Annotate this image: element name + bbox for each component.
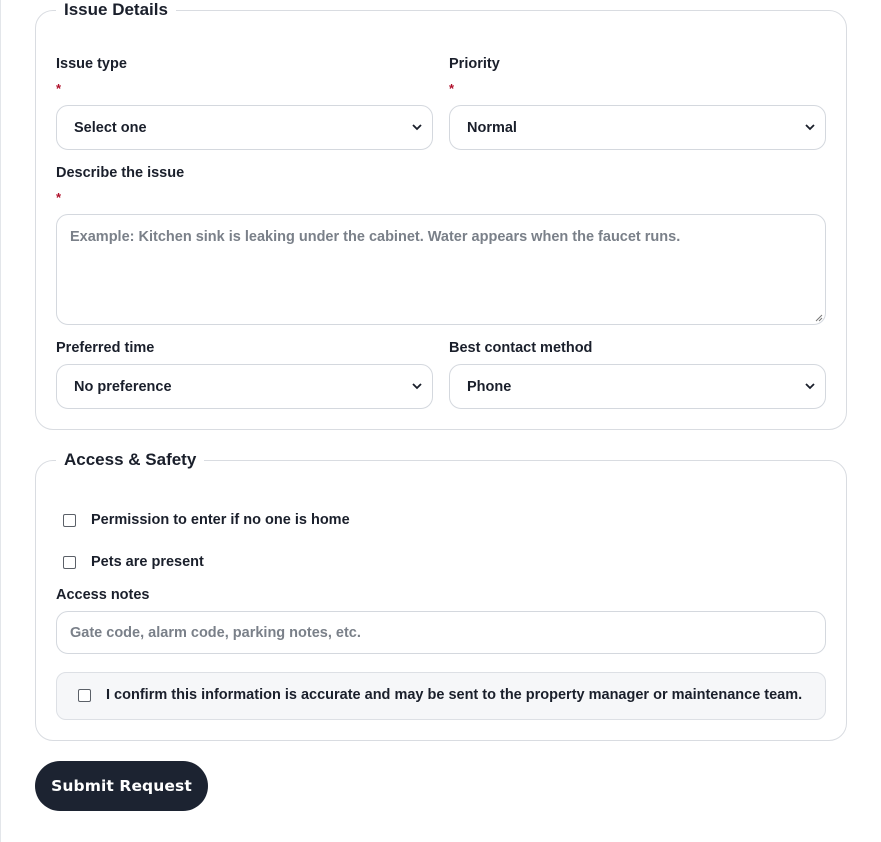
- contact-method-label: Best contact method: [449, 340, 593, 356]
- resize-grip-icon[interactable]: [813, 312, 823, 322]
- issue-type-select[interactable]: [56, 105, 433, 150]
- issue-details-legend: Issue Details: [64, 0, 168, 19]
- submit-request-button[interactable]: Submit Request: [35, 761, 208, 811]
- permission-label[interactable]: Permission to enter if no one is home: [91, 512, 350, 528]
- issue-type-required-mark: *: [56, 81, 62, 96]
- pets-label[interactable]: Pets are present: [91, 554, 204, 570]
- contact-method-value: Phone: [467, 378, 512, 395]
- describe-issue-placeholder: Example: Kitchen sink is leaking under the cabinet. Water appears when the faucet runs.: [70, 229, 681, 245]
- permission-checkbox[interactable]: [63, 514, 76, 527]
- priority-value: Normal: [467, 119, 517, 136]
- access-safety-legend: Access & Safety: [64, 450, 197, 469]
- chevron-down-icon: [412, 381, 422, 391]
- describe-issue-label: Describe the issue: [56, 165, 185, 181]
- issue-type-label: Issue type: [56, 56, 127, 72]
- preferred-time-value: No preference: [74, 378, 172, 395]
- priority-required-mark: *: [449, 81, 455, 96]
- confirm-label[interactable]: I confirm this information is accurate and may be sent to the property manager or maintenance team.: [106, 687, 803, 703]
- chevron-down-icon: [412, 122, 422, 132]
- confirm-checkbox[interactable]: [78, 689, 91, 702]
- describe-issue-textarea[interactable]: [56, 214, 826, 325]
- priority-label: Priority: [449, 56, 500, 72]
- access-notes-placeholder: Gate code, alarm code, parking notes, etc.: [70, 624, 361, 641]
- chevron-down-icon: [805, 122, 815, 132]
- priority-select[interactable]: [449, 105, 826, 150]
- issue-type-value: Select one: [74, 119, 147, 136]
- pets-checkbox[interactable]: [63, 556, 76, 569]
- chevron-down-icon: [805, 381, 815, 391]
- describe-issue-required-mark: *: [56, 190, 62, 205]
- access-notes-input[interactable]: [56, 611, 826, 654]
- preferred-time-select[interactable]: [56, 364, 433, 409]
- preferred-time-label: Preferred time: [56, 340, 155, 356]
- contact-method-select[interactable]: [449, 364, 826, 409]
- left-divider: [0, 0, 1, 842]
- access-notes-label: Access notes: [56, 587, 150, 603]
